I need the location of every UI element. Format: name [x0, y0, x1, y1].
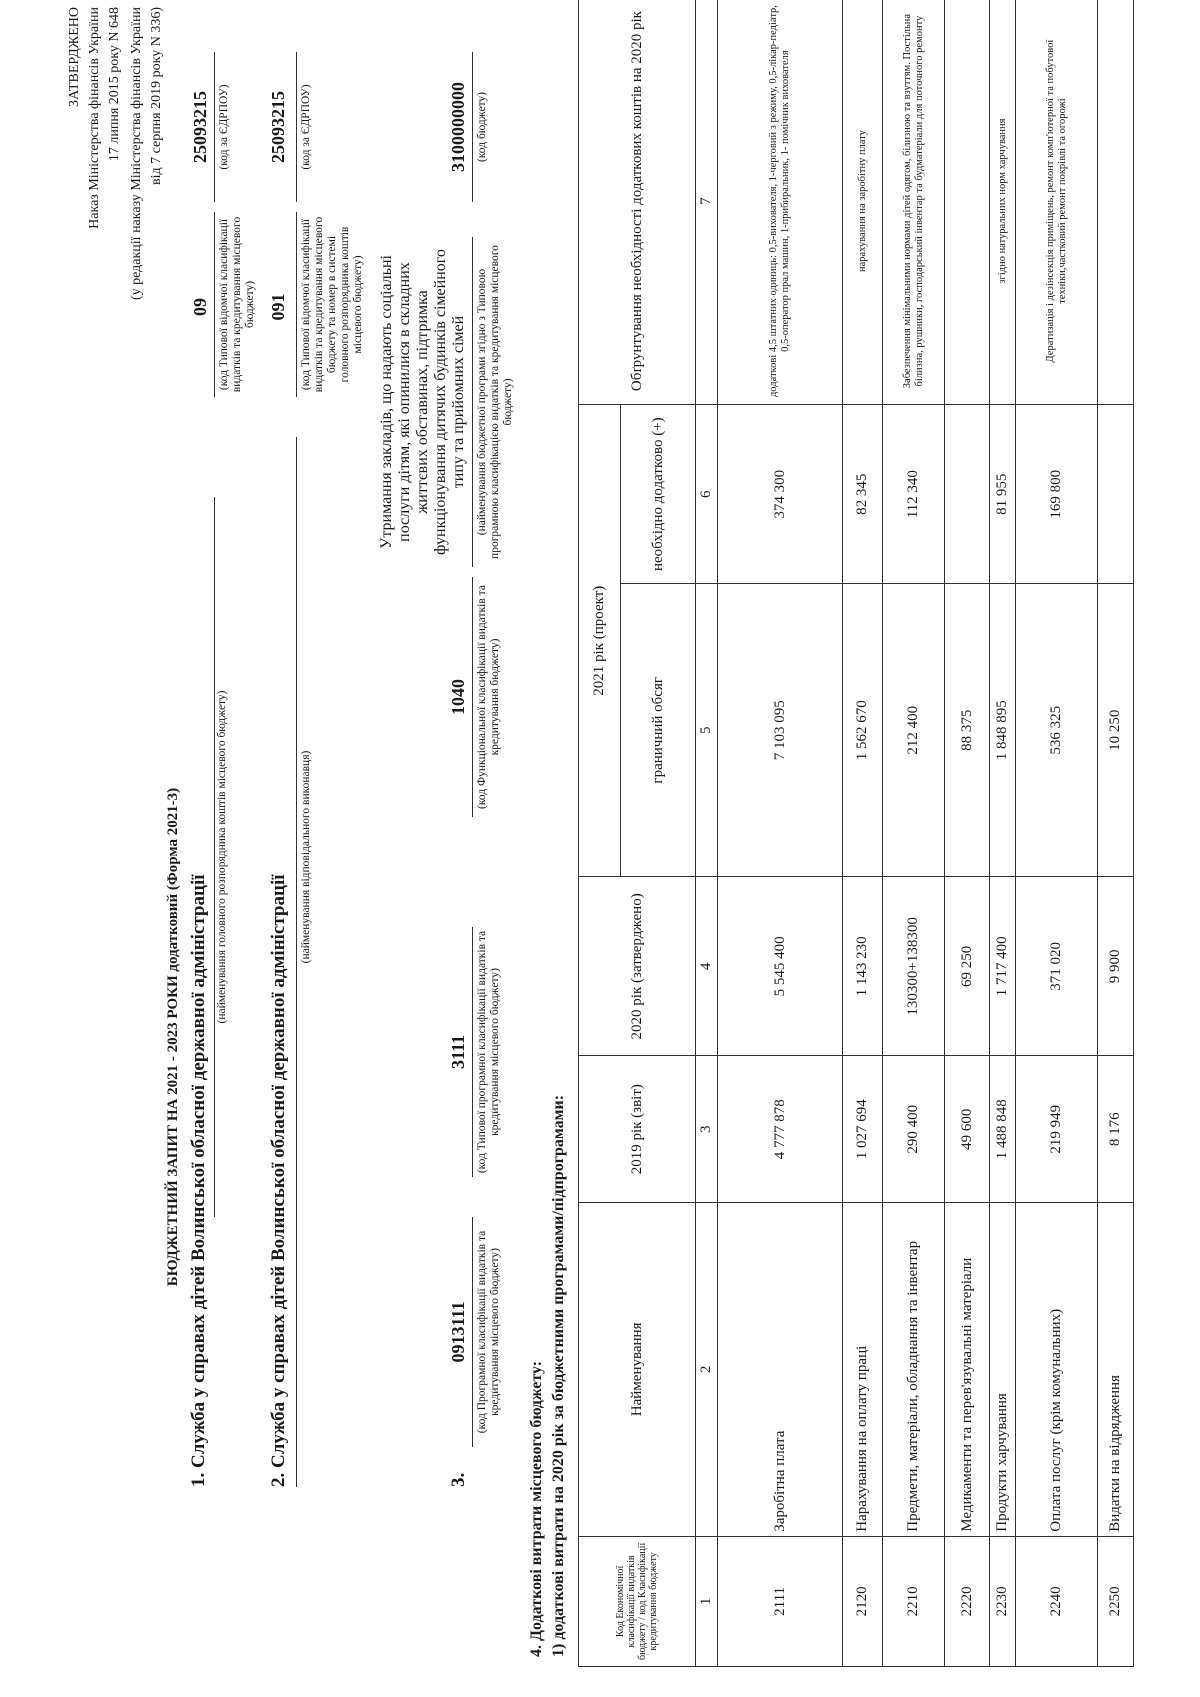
header-2019: 2019 рік (звіт)	[579, 1056, 696, 1203]
cell-2020: 1 717 400	[990, 877, 1016, 1056]
row3-code-functional-caption: (код Функціональної класифікації видатків та кредитування бюджету)	[476, 585, 501, 809]
row3-code-typical: 3111	[448, 1035, 468, 1070]
cell-justification: додаткові 4,5 штатних одиниць: 0,5-вихователя, 1-черговий з режиму, 0,5-лікар-педіатр, 0,5-оператор прал машин, 1-прибиральник, 1- помічник вихователя	[718, 0, 843, 405]
col-number: 3	[696, 1056, 718, 1203]
header-limit: граничний обсяг	[621, 584, 696, 877]
cell-code: 2111	[718, 1536, 843, 1666]
cell-name: Предмети, матеріали, обладнання та інвентар	[883, 1202, 945, 1536]
cell-name: Видатки на відрядження	[1098, 1202, 1134, 1536]
approval-line-4: від 7 серпня 2019 року N 336)	[149, 7, 164, 186]
row2-caption: (найменування відповідального виконавця)	[300, 750, 312, 964]
header-2021: 2021 рік (проект)	[579, 405, 621, 877]
cell-justification: згідно натуральних норм харчування	[990, 0, 1016, 405]
row3-code-program: 0913111	[448, 1301, 468, 1363]
row3-code-typical-underline	[472, 927, 473, 1177]
section4-subtitle: 1) додаткові витрати на 2020 рік за бюджетними програмами/підпрограмами:	[550, 1094, 567, 1657]
col-number: 1	[696, 1536, 718, 1666]
row3-code-program-caption: (код Програмної класифікації видатків та кредитування місцевого бюджету)	[476, 1230, 501, 1434]
row3-program-name: Утримання закладів, що надають соціальні послуги дітям, які опинилися в складних життєвих обставинах, підтримка функціонування дитячих будинків сімейного типу та прийомних сімей	[378, 249, 467, 555]
cell-name: Нарахування на оплату праці	[843, 1202, 883, 1536]
row2-code1-caption: (код Типової відомчої класифікації видатків та кредитування місцевого бюджету та номер в системі головного розпорядника коштів місцевого бюджету)	[300, 216, 364, 393]
table-row	[843, 0, 883, 1667]
cell-2019: 219 949	[1016, 1056, 1098, 1203]
cell-limit: 1 562 670	[843, 584, 883, 877]
table-row	[945, 0, 990, 1667]
cell-2019: 49 600	[945, 1056, 990, 1203]
cell-additional: 81 955	[990, 405, 1016, 584]
row2-code2: 25093215	[268, 91, 288, 163]
approval-line-3: (у редакції наказу Міністерства фінансів України	[129, 7, 144, 301]
row1-code1-underline	[214, 212, 215, 397]
cell-code: 2230	[990, 1536, 1016, 1666]
header-code: Код Економічної класифікації видатків бюджету / код Класифікації кредитування бюджету	[579, 1536, 696, 1666]
col-number: 7	[696, 0, 718, 405]
cell-justification	[945, 0, 990, 405]
approval-line-1: Наказ Міністерства фінансів України	[87, 7, 102, 229]
cell-justification: Дератизація і дезінсекція приміщень, ремонт комп'ютерної та побутової техніки,частковий ремонт покрівлі та огорожі	[1016, 0, 1098, 405]
row3-program-name-caption: (найменування бюджетної програми згідно з Типовою програмною класифікацією видатків та кредитування місцевого бюджету)	[476, 245, 514, 559]
table-row	[1016, 0, 1098, 1667]
col-number: 5	[696, 584, 718, 877]
cell-limit: 10 250	[1098, 584, 1134, 877]
row2-label: 2. Служба у справах дітей Волинської обласної державної адміністрації	[268, 874, 289, 1487]
cell-name: Медикаменти та перев'язувальні матеріали	[945, 1202, 990, 1536]
cell-code: 2120	[843, 1536, 883, 1666]
cell-2020: 5 545 400	[718, 877, 843, 1056]
row1-caption: (найменування головного розпорядника коштів місцевого бюджету)	[216, 690, 228, 1024]
cell-2019: 8 176	[1098, 1056, 1134, 1203]
cell-2020: 1 143 230	[843, 877, 883, 1056]
header-justification: Обґрунтування необхідності додаткових коштів на 2020 рік	[579, 0, 696, 405]
cell-additional	[945, 405, 990, 584]
row3-code-typical-caption: (код Типової програмної класифікації видатків та кредитування місцевого бюджету)	[476, 930, 501, 1174]
cell-code: 2210	[883, 1536, 945, 1666]
row3-code-program-underline	[472, 1217, 473, 1447]
table-row	[883, 0, 945, 1667]
row1-underline	[212, 497, 215, 1217]
cell-2019: 290 400	[883, 1056, 945, 1203]
cell-name: Оплата послуг (крім комунальних)	[1016, 1202, 1098, 1536]
row2-code2-underline	[296, 52, 297, 202]
header-2020: 2020 рік (затверджено)	[579, 877, 696, 1056]
row1-code1-caption: (код Типової відомчої класифікації видатків та кредитування місцевого бюджету)	[218, 216, 256, 393]
cell-additional: 169 800	[1016, 405, 1098, 584]
col-number: 4	[696, 877, 718, 1056]
row1-label: 1. Служба у справах дітей Волинської обласної державної адміністрації	[188, 874, 209, 1487]
row2-underline	[296, 437, 297, 1487]
row1-code1: 09	[190, 298, 210, 316]
cell-2019: 1 488 848	[990, 1056, 1016, 1203]
cell-limit: 536 325	[1016, 584, 1098, 877]
cell-name: Продукти харчування	[990, 1202, 1016, 1536]
table-row	[718, 0, 843, 1667]
row3-budget-code: 3100000000	[448, 82, 468, 172]
row3-code-functional-underline	[472, 577, 473, 817]
cell-justification: Забезпечення мінімальними нормами дітей одягом, білизною та взуттям. Постільна білизна, рушники, господарський інвентар та будматеріали для поточного ремонту	[883, 0, 945, 405]
row2-code2-caption: (код за ЄДРПОУ)	[300, 84, 312, 170]
cell-justification: нарахування на заробітну плату	[843, 0, 883, 405]
cell-additional: 374 300	[718, 405, 843, 584]
expenses-table	[578, 0, 1134, 1667]
cell-code: 2240	[1016, 1536, 1098, 1666]
document-title: БЮДЖЕТНИЙ ЗАПИТ НА 2021 - 2023 РОКИ додатковий (Форма 2021-3)	[165, 787, 181, 1287]
cell-code: 2220	[945, 1536, 990, 1666]
row3-budget-code-caption: (код бюджету)	[476, 91, 488, 163]
cell-2019: 4 777 878	[718, 1056, 843, 1203]
row3-label: 3.	[448, 1472, 469, 1487]
col-number: 2	[696, 1202, 718, 1536]
section4-title: 4. Додаткові витрати місцевого бюджету:	[528, 1360, 545, 1657]
cell-justification	[1098, 0, 1134, 405]
cell-code: 2250	[1098, 1536, 1134, 1666]
row2-code1-underline	[296, 212, 297, 397]
row1-code2-caption: (код за ЄДРПОУ)	[218, 84, 230, 170]
cell-2020: 69 250	[945, 877, 990, 1056]
row3-program-name-underline	[472, 237, 473, 567]
cell-limit: 7 103 095	[718, 584, 843, 877]
cell-2019: 1 027 694	[843, 1056, 883, 1203]
cell-name: Заробітна плата	[718, 1202, 843, 1536]
cell-limit: 212 400	[883, 584, 945, 877]
table-row	[1098, 0, 1134, 1667]
cell-additional	[1098, 405, 1134, 584]
col-number: 6	[696, 405, 718, 584]
cell-additional: 82 345	[843, 405, 883, 584]
cell-2020: 371 020	[1016, 877, 1098, 1056]
cell-limit: 88 375	[945, 584, 990, 877]
header-name: Найменування	[579, 1202, 696, 1536]
cell-limit: 1 848 895	[990, 584, 1016, 877]
row2-code1: 091	[268, 293, 288, 321]
cell-additional: 112 340	[883, 405, 945, 584]
cell-2020: 130300+138300	[883, 877, 945, 1056]
header-additional: необхідно додатково (+)	[621, 405, 696, 584]
table-row	[990, 0, 1016, 1667]
approval-line-2: 17 липня 2015 року N 648	[107, 7, 122, 162]
row1-code2: 25093215	[190, 91, 210, 163]
row3-budget-code-underline	[472, 52, 473, 202]
row1-code2-underline	[214, 52, 215, 202]
row3-code-functional: 1040	[448, 679, 468, 715]
approved-stamp: ЗАТВЕРДЖЕНО	[67, 7, 82, 107]
cell-2020: 9 900	[1098, 877, 1134, 1056]
